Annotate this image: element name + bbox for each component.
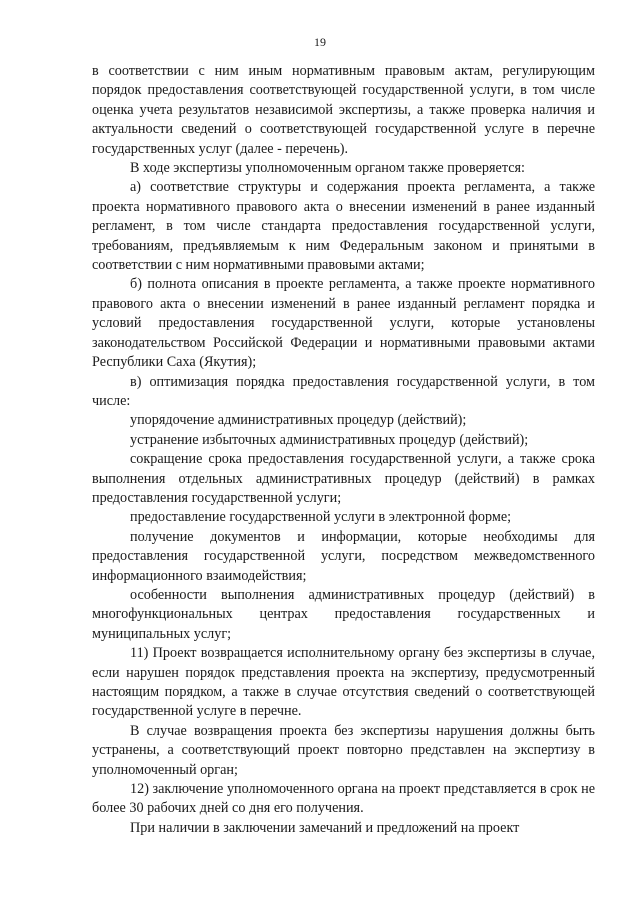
- page-number: 19: [314, 35, 326, 49]
- paragraph-electronic-form: предоставление государственной услуги в электронной форме;: [130, 509, 512, 526]
- paragraph-item-a: а) соответствие структуры и содержания проекта регламента, а также проекта нормативного правового акта о внесении изменений в ранее изданный регламент, в том числе стандарта предоставления государственной услуги, требованиям, предъявляемым к ним Федеральным законом и принятыми в соответствии с ним нормативными правовыми актами;: [92, 179, 595, 274]
- document-body: [92, 62, 595, 838]
- paragraph-elimination: устранение избыточных административных процедур (действий);: [130, 431, 529, 448]
- paragraph-item-b: б) полнота описания в проекте регламента, а также проекте нормативного правового акта о внесении изменений в ранее изданный регламент порядка и условий предоставления государственной услуги, которые установлены законодательством Российской Федерации и нормативными правовыми актами Республики Саха (Якутия);: [92, 276, 595, 371]
- paragraph-mfc: особенности выполнения административных процедур (действий) в многофункциональных центрах предоставления государственных и муниципальных услуг;: [92, 586, 595, 642]
- paragraph-remarks: При наличии в заключении замечаний и предложений на проект: [130, 819, 520, 836]
- paragraph-expertise-intro: В ходе экспертизы уполномоченным органом также проверяется:: [130, 160, 525, 177]
- paragraph-documents: получение документов и информации, которые необходимы для предоставления государственной услуги, посредством межведомственного информационного взаимодействия;: [92, 528, 595, 584]
- paragraph-item-c: в) оптимизация порядка предоставления государственной услуги, в том числе:: [92, 373, 595, 409]
- paragraph-ordering: упорядочение административных процедур (действий);: [130, 412, 467, 429]
- paragraph-return-case: В случае возвращения проекта без экспертизы нарушения должны быть устранены, а соответствующий проект повторно представлен на экспертизу в уполномоченный орган;: [92, 722, 595, 778]
- paragraph-item-11: 11) Проект возвращается исполнительному органу без экспертизы в случае, если нарушен порядок представления проекта на экспертизу, предусмотренный настоящим порядком, а также в случае отсутствия сведений о соответствующей государственной услуге в перечне.: [92, 645, 595, 720]
- paragraph-item-12: 12) заключение уполномоченного органа на проект представляется в срок не более 30 рабочих дней со дня его получения.: [92, 781, 595, 817]
- paragraph-continuation: в соответствии с ним иным нормативным правовым актам, регулирующим порядок предоставления соответствующей государственной услуги, в том числе оценка учета результатов независимой экспертизы, а также проверка наличия и актуальности сведений о соответствующей государственной услуге в перечне государственных услуг (далее - перечень).: [92, 63, 595, 157]
- paragraph-reduction: сокращение срока предоставления государственной услуги, а также срока выполнения отдельных административных процедур (действий) в рамках предоставления государственной услуги;: [92, 451, 595, 506]
